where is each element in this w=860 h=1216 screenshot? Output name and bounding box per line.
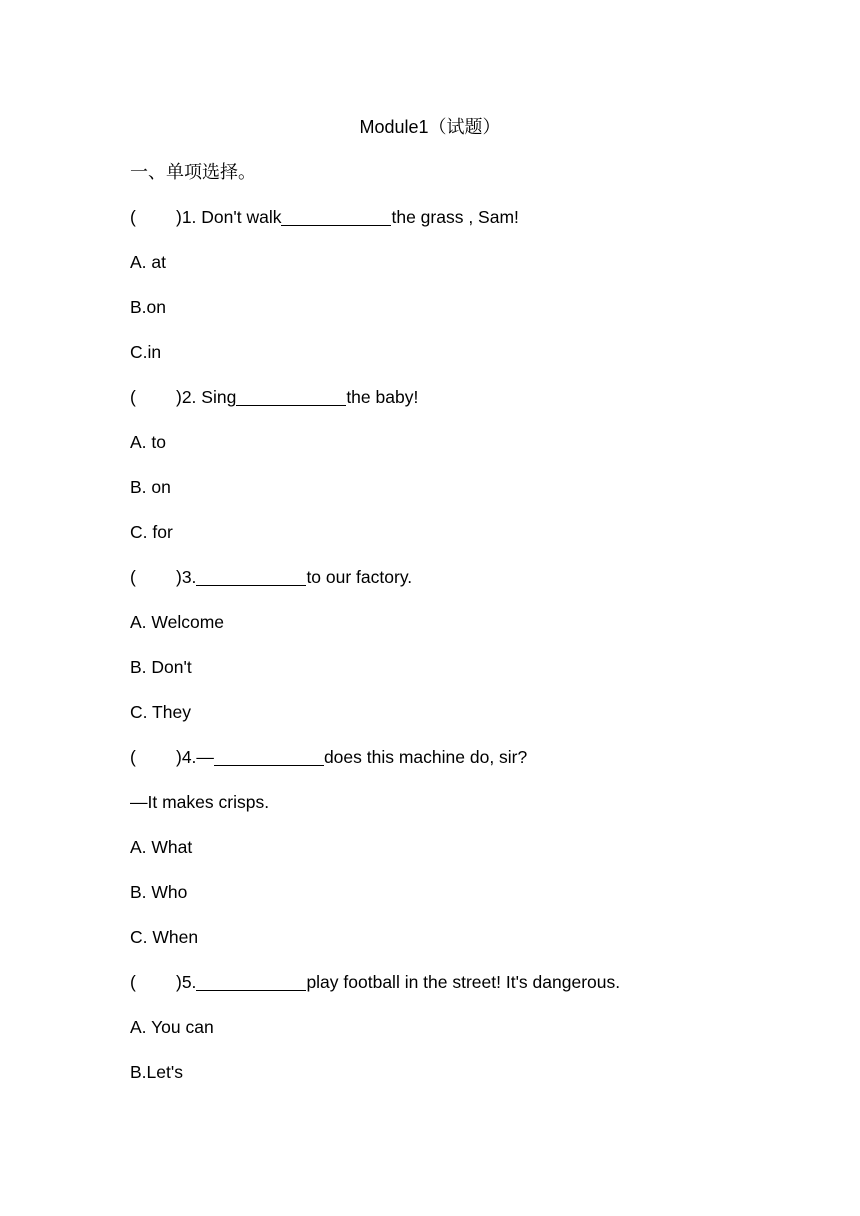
option-4a: A. What [130,837,193,857]
question-1 [130,204,519,230]
question-suffix: the grass , Sam! [391,207,519,227]
question-4 [130,744,527,770]
option-2b: B. on [130,477,171,497]
option-2c: C. for [130,522,173,542]
question-suffix: does this machine do, sir? [323,747,528,767]
page-title: Module1（试题） [359,117,501,137]
answer-blank [214,747,324,766]
answer-paren: ( [130,207,136,227]
question-5 [130,969,620,995]
question-2 [130,384,418,410]
answer-blank [196,567,306,586]
answer-blank [236,387,346,406]
question-prefix: )4.— [176,747,214,767]
option-1a: A. at [130,252,166,272]
option-5b: B.Let's [130,1062,183,1082]
answer-paren: ( [130,747,136,767]
option-1c: C.in [130,342,162,362]
option-1b: B.on [130,297,166,317]
question-suffix: the baby! [346,387,419,407]
option-4c: C. When [130,927,199,947]
answer-paren: ( [130,387,136,407]
question-prefix: )5. [176,972,197,992]
option-3b: B. Don't [130,657,192,677]
option-2a: A. to [130,432,166,452]
option-3c: C. They [130,702,191,722]
question-prefix: )3. [176,567,197,587]
question-suffix: to our factory. [306,567,413,587]
answer-paren: ( [130,972,136,992]
question-3 [130,564,412,590]
question-suffix: play football in the street! It's dangerous. [306,972,621,992]
question-prefix: )2. Sing [176,387,237,407]
answer-blank [281,207,391,226]
option-4b: B. Who [130,882,188,902]
section-heading: 一、单项选择。 [130,162,256,182]
answer-paren: ( [130,567,136,587]
question-prefix: )1. Don't walk [176,207,282,227]
question-4-reply: —It makes crisps. [130,792,270,812]
answer-blank [196,972,306,991]
option-3a: A. Welcome [130,612,225,632]
option-5a: A. You can [130,1017,214,1037]
